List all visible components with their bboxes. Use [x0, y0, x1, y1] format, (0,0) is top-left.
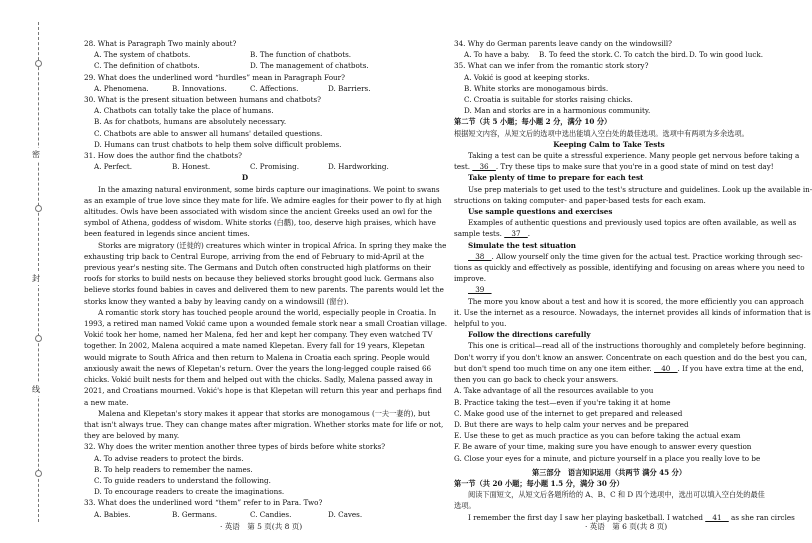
question-34-options: [454, 49, 764, 60]
margin-label-line: 线: [32, 385, 40, 394]
text-fragment: . Allow yourself only the time given for the actual test. Practice working through sec-: [491, 251, 803, 261]
option-line: F. Be aware of your time, making sure you have enough to answer every question: [454, 442, 752, 452]
option-line: C. Make good use of the internet to get prepared and released: [454, 408, 683, 418]
text-fragment: . If you have extra time at the end,: [677, 363, 804, 373]
text-line: altitudes. Owls have been associated with wisdom since the ancient Greeks used an owl for the: [84, 207, 433, 217]
binding-hole: [35, 205, 42, 212]
question-31-stem: 31. How does the author find the chatbots?: [84, 151, 242, 161]
option-c: C. Croatia is suitable for storks raising chicks.: [464, 95, 633, 105]
option-c: C. Chatbots are able to answer all humans' detailed questions.: [94, 128, 323, 138]
text-line: This one is critical—read all of the instructions thoroughly and completely before beginning.: [468, 341, 806, 351]
text-line: symbol of Athena, goddess of wisdom. White storks (白鹳), too, deserve high praises, which have: [84, 218, 436, 228]
text-line: anxiously await the news of Klepetan's return. Over the years the long-legged couple raised 66: [84, 363, 432, 373]
text-line: Malena and Klepetan's story makes it appear that storks are monogamous (一夫一妻的), but: [98, 408, 431, 418]
question-33-stem: 33. What does the underlined word “them” refer to in Para. Two?: [84, 498, 323, 508]
text-line: roofs for storks to build nests on because they believed storks brought good luck. Germans also: [84, 274, 434, 284]
option-d: D. Hardworking.: [328, 162, 389, 172]
option-line: G. Close your eyes for a minute, and picture yourself in a place you really love to be: [454, 453, 761, 463]
option-b: B. To feed the stork.: [539, 50, 613, 60]
option-c: C. Promising.: [250, 162, 300, 172]
text-line: as an example of true love since they mate for life. We admire eagles for their power to fly at high: [84, 195, 442, 205]
option-a: A. To have a baby.: [464, 50, 530, 60]
option-c: C. Affections.: [250, 83, 299, 93]
subheading: Take plenty of time to prepare for each test: [468, 173, 644, 183]
text-line: they are beloved by many.: [84, 431, 180, 441]
text-line: [454, 228, 764, 239]
part-3-title: 第三部分 语言知识运用（共两节 满分 45 分）: [531, 467, 687, 477]
option-b: B. Germans.: [172, 509, 217, 519]
option-a: A. Babies.: [94, 509, 131, 519]
text-line: Storks are migratory (迁徙的) creatures which winter in tropical Africa. In spring they make the: [98, 240, 447, 250]
blank-38: 38: [468, 251, 492, 261]
question-28-options: [84, 60, 406, 71]
option-a: A. Chatbots can totally take the place of humans.: [94, 106, 274, 116]
question-34-stem: 34. Why do German parents leave candy on the windowsill?: [454, 39, 673, 48]
option-line: B. Practice taking the test—even if you're taking it at home: [454, 397, 671, 407]
blank-39: 39: [468, 285, 492, 295]
text-line: structions on taking computer- and paper-based tests for each exam.: [454, 195, 706, 205]
option-b: B. The function of chatbots.: [250, 50, 352, 60]
right-page-column: [454, 38, 812, 523]
passage-paragraph-1: [84, 184, 442, 240]
binding-hole: [35, 335, 42, 342]
blank-36: 36: [472, 162, 496, 172]
text-line: believe storks found babies in caves and delivered them to new parents. The parents would let the: [84, 285, 444, 295]
text-line: A romantic stork story has touched people around the world, especially people in Croatia. In: [98, 307, 437, 317]
page-footer-right: · 英语 第 6 页(共 8 页): [585, 522, 668, 531]
option-b: B. Honest.: [172, 162, 211, 172]
margin-label-seal: 封: [32, 274, 40, 283]
option-d: D. The management of chatbots.: [250, 61, 369, 71]
text-line: helpful to you.: [454, 319, 507, 329]
section-1-instructions: 阅读下面短文，从短文后各题所给的 A、B、C 和 D 四个选项中，选出可以填入空白处的最佳: [468, 490, 765, 500]
section-2-title: 第二节（共 5 小题；每小题 2 分，满分 10 分）: [454, 117, 612, 127]
option-d: D. Barriers.: [328, 83, 371, 93]
passage-title: Keeping Calm to Take Tests: [553, 139, 665, 149]
left-page-column: [84, 38, 448, 520]
text-line: 1993, a retired man named Vokić came upon a wounded female stork near a small Croatian village.: [84, 319, 448, 329]
blank-40: 40: [654, 363, 678, 373]
question-28-options: [84, 49, 406, 60]
option-a: A. Vokić is good at keeping storks.: [464, 72, 590, 82]
subheading: Simulate the test situation: [468, 240, 576, 250]
blank-41: 41: [705, 512, 729, 522]
text-line: been featured in legends since ancient times.: [84, 229, 250, 239]
text-fragment: sample tests.: [454, 229, 505, 239]
option-b: B. Innovations.: [172, 83, 227, 93]
text-fragment: but don't spend too much time on any one item either.: [454, 363, 654, 373]
binding-hole: [35, 470, 42, 477]
subheading: Follow the directions carefully: [468, 330, 591, 340]
question-31-options: [84, 161, 406, 172]
text-line: that isn't always true. They can change mates after migration. Whether storks mate for life or not,: [84, 419, 444, 429]
option-a: A. The system of chatbots.: [94, 50, 191, 60]
text-fragment: test.: [454, 162, 473, 172]
option-c: C. The definition of chatbots.: [94, 61, 200, 71]
question-32-stem: 32. Why does the writer mention another three types of birds before white storks?: [84, 442, 386, 452]
passage-paragraph-4: [84, 408, 444, 442]
question-29-stem: 29. What does the underlined word “hurdles” mean in Paragraph Four?: [84, 72, 345, 82]
text-fragment: as she ran circles: [728, 512, 795, 522]
text-line: a new mate.: [84, 397, 129, 407]
option-d: D. Caves.: [328, 509, 363, 519]
binding-hole: [35, 60, 42, 67]
option-c: C. To catch the bird.: [614, 50, 689, 60]
option-d: D. To win good luck.: [689, 50, 764, 60]
text-line: previous year's nesting site. The Germans and Dutch often constructed high platforms on their: [84, 263, 431, 273]
text-line: chicks. Vokić built nests for them and helped out with the chicks. Sadly, Malena passed away in: [84, 375, 433, 385]
margin-label-seal: 密: [32, 150, 40, 159]
subheading: Use sample questions and exercises: [468, 207, 613, 217]
option-line: A. Take advantage of all the resources available to you: [454, 386, 654, 396]
option-d: D. To encourage readers to create the imaginations.: [94, 487, 285, 497]
text-line: tions as quickly and effectively as possible, identifying and focusing on areas where you need to: [454, 263, 805, 273]
option-b: B. White storks are monogamous birds.: [464, 83, 609, 93]
text-line: Vokić took her home, named her Malena, fed her and kept her company. They even watched TV: [84, 330, 433, 340]
text-line: Use prep materials to get used to the test's structure and guidelines. Look up the available in-: [468, 184, 812, 194]
option-a: A. To advise readers to protect the birds.: [94, 453, 244, 463]
text-line: improve.: [454, 274, 487, 284]
question-30-stem: 30. What is the present situation between humans and chatbots?: [84, 95, 322, 105]
option-a: A. Phenomena.: [94, 83, 149, 93]
passage-paragraph-3: [84, 307, 448, 408]
text-line: Taking a test can be quite a stressful experience. Many people get nervous before taking a: [468, 151, 800, 161]
blank-37: 37: [504, 229, 528, 239]
section-d-heading: D: [241, 173, 249, 183]
section-1-title: 第一节（共 20 小题；每小题 1.5 分，满分 30 分）: [454, 478, 624, 488]
question-28-stem: 28. What is Paragraph Two mainly about?: [84, 39, 237, 48]
text-line: [454, 284, 764, 295]
section-2-instructions: 根据短文内容，从短文后的选项中选出能填入空白处的最佳选项。选项中有两项为多余选项。: [454, 128, 749, 138]
option-b: B. To help readers to remember the names.: [94, 464, 253, 474]
option-c: C. Candies.: [250, 509, 292, 519]
option-d: D. Man and storks are in a harmonious community.: [464, 106, 651, 116]
text-line: [454, 251, 803, 262]
option-d: D. Humans can trust chatbots to help them solve difficult problems.: [94, 139, 342, 149]
option-b: B. As for chatbots, humans are absolutely necessary.: [94, 117, 287, 127]
text-line: it. Use the internet as a resource. Nowadays, the internet provides all kinds of information that is: [454, 307, 811, 317]
text-fragment: .: [527, 229, 531, 239]
text-line: would migrate to South Africa and then return to Malena in Croatia each spring. People would: [84, 352, 430, 362]
option-line: E. Use these to get as much practice as you can before taking the actual exam: [454, 431, 741, 441]
page-footer-left: · 英语 第 5 页(共 8 页): [220, 522, 303, 531]
text-line: exhausting trip back to Central Europe, arriving from the end of February to mid-April at the: [84, 251, 424, 261]
question-35-stem: 35. What can we infer from the romantic stork story?: [454, 61, 649, 71]
text-line: together. In 2002, Malena acquired a mate named Klepetan. Every fall for 19 years, Klepetan: [84, 341, 425, 351]
option-line: D. But there are ways to help calm your nerves and be prepared: [454, 419, 689, 429]
text-line: In the amazing natural environment, some birds capture our imaginations. We point to swans: [98, 184, 440, 194]
text-line: [454, 363, 804, 374]
text-line: then you can go back to check your answers.: [454, 375, 619, 385]
text-line: Examples of authentic questions and previously used topics are often available, as well as: [468, 218, 797, 228]
text-fragment: . Try these tips to make sure that you're in a good state of mind on test day!: [495, 162, 774, 172]
passage-paragraph-2: [84, 240, 447, 307]
text-line: Don't worry if you don't know an answer. Concentrate on each question and do the best you can,: [454, 352, 808, 362]
option-a: A. Perfect.: [94, 162, 133, 172]
text-line: 2021, and Croatians mourned. Vokić's hope is that Klepetan will return this year and perhaps find: [84, 386, 442, 396]
question-33-options: [84, 509, 406, 520]
text-line: storks know they wanted a baby by leaving candy on a windowsill (窗台).: [84, 296, 349, 306]
text-line: [454, 161, 774, 172]
option-c: C. To guide readers to understand the following.: [94, 475, 271, 485]
text-line: The more you know about a test and how it is scored, the more efficiently you can approach: [468, 296, 804, 306]
text-fragment: I remember the first day I saw her playing basketball. I watched: [468, 512, 706, 522]
question-29-options: [84, 83, 406, 94]
section-1-instructions: 选项。: [454, 501, 476, 511]
